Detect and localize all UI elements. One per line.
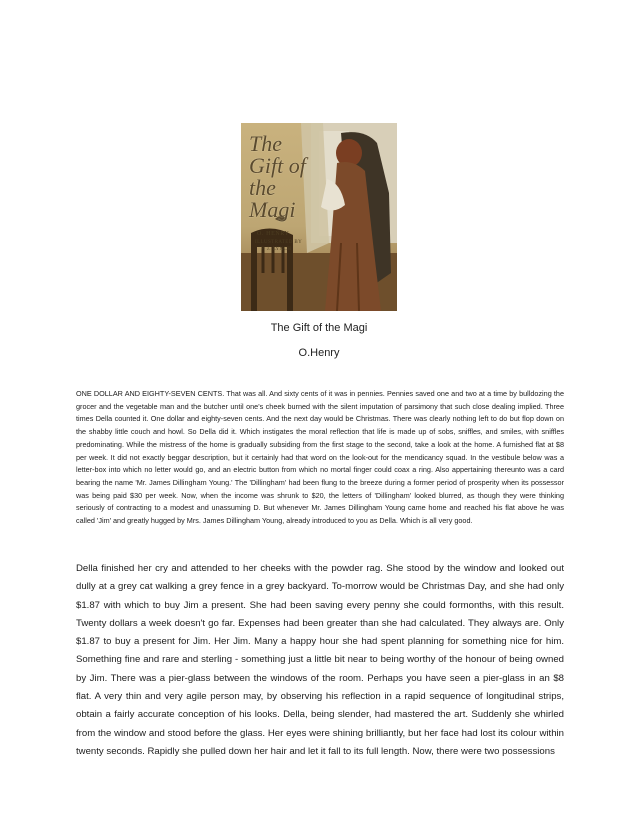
- cover-illustrator: P. J. LYNCH: [261, 247, 292, 252]
- paragraph-2: Della finished her cry and attended to her cheeks with the powder rag. She stood by the window and looked out dully at a grey cat walking a grey fence in a grey backyard. To-morrow would be Christmas Day, and she had only $1.87 with which to buy Jim a present. She had been saving every penny she could formonths, with this result. Twenty dollars a week doesn't go far. Expenses had been greater than she had calculated. They always are. Only $1.87 to buy a present for Jim. Her Jim. Many a happy hour she had spent planning for something nice for him. Something fine and rare and sterling - something just a little bit near to being worthy of the honour of being owned by Jim. There was a pier-glass between the windows of the room. Perhaps you have seen a pier-glass in an $8 flat. A very thin and very agile person may, by observing his reflection in a rapid sequence of longitudinal strips, obtain a fairly accurate conception of his looks. Della, being slender, had mastered the art. Suddenly she whirled from the window and stood before the glass. Her eyes were shining brilliantly, but her face had lost its colour within twenty seconds. Rapidly she pulled down her hair and let it fall to its full length. Now, there were two possessions: [76, 563, 564, 757]
- cover-title: The Gift of the Magi: [249, 131, 306, 222]
- paragraph-1: ONE DOLLAR AND EIGHTY-SEVEN CENTS. That was all. And sixty cents of it was in pennies. Pennies saved one and two at a time by bulldozing the grocer and the vegetable man and the butcher until one's cheek burned with the silent imputation of parsimony that such close dealing implied. Three times Della counted it. One dollar and eighty-seven cents. And the next day would be Christmas. There was clearly nothing left to do but flop down on the shabby little couch and howl. So Della did it. Which instigates the moral reflection that life is made up of sobs, sniffles, and smiles, with sniffles predominating. While the mistress of the home is gradually subsiding from the first stage to the second, take a look at the home. A furnished flat at $8 per week. It did not exactly beggar description, but it certainly had that word on the look-out for the mendicancy squad. In the vestibule below was a letter-box into which no letter would go, and an electric button from which no mortal finger could coax a ring. Also appertaining thereunto was a card bearing the name 'Mr. James Dillingham Young.' The 'Dillingham' had been flung to the breeze during a former period of prosperity when its possessor was being paid $30 per week. Now, when the income was shrunk to $20, the letters of 'Dillingham' looked blurred, as though they were thinking seriously of contracting to a modest and unassuming D. But whenever Mr. James Dillingham Young came home and reached his flat above he was called 'Jim' and greatly hugged by Mrs. James Dillingham Young, already introduced to you as Della. Which is all very good.: [76, 389, 564, 526]
- story-author: O.Henry: [298, 347, 340, 359]
- story-title: The Gift of the Magi: [270, 322, 368, 334]
- cover-illustrated-by: ILLUSTRATED BY: [255, 240, 303, 245]
- book-cover-image: [241, 123, 397, 311]
- cover-author: O. HENRY: [257, 231, 290, 237]
